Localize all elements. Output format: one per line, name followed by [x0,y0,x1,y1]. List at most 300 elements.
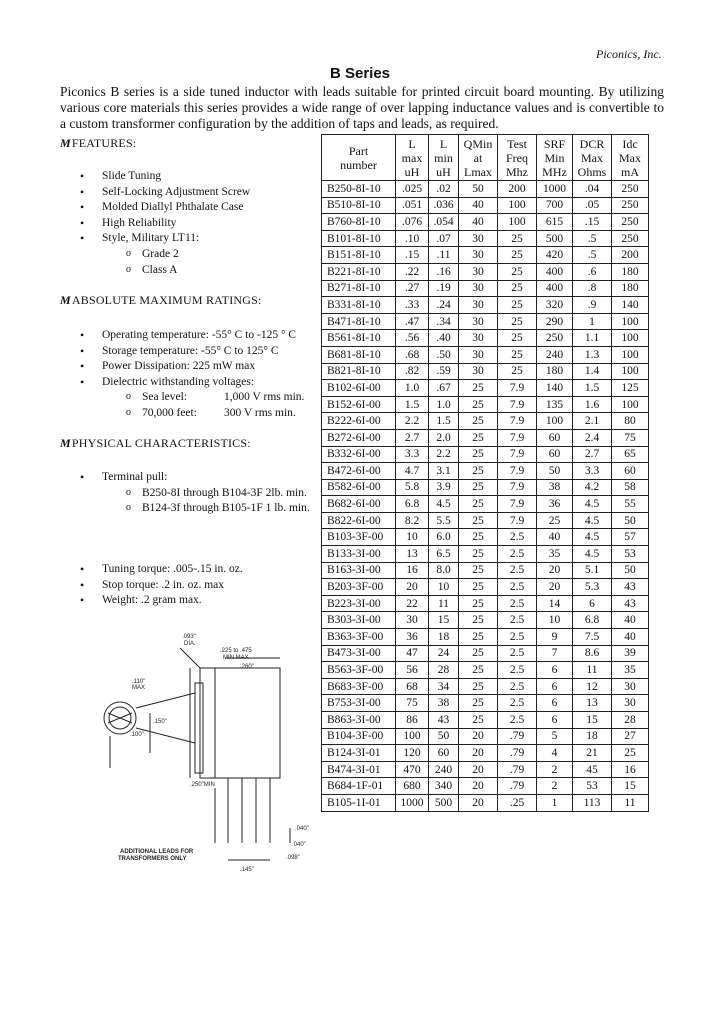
table-cell: 240 [537,346,573,363]
table-row [322,612,649,629]
table-cell: .68 [396,346,429,363]
ratings-heading: MABSOLUTE MAXIMUM RATINGS: [60,293,262,307]
list-item: • Slide Tuning [80,169,320,185]
table-cell: .25 [498,794,537,811]
table-cell: .67 [429,380,459,397]
table-cell: 25 [459,546,498,563]
table-cell: 7 [537,645,573,662]
part-number-cell: B105-1I-01 [322,794,396,811]
table-cell: 75 [612,429,649,446]
table-cell: 5.5 [429,512,459,529]
table-cell: 290 [537,313,573,330]
table-cell: 50 [429,728,459,745]
table-cell: 25 [498,263,537,280]
table-cell: 11 [573,662,612,679]
dim-label: MAX [132,685,146,691]
table-cell: 25 [459,529,498,546]
table-cell: 1000 [537,181,573,198]
table-cell: 58 [612,479,649,496]
table-cell: 100 [612,363,649,380]
table-cell: 6 [573,595,612,612]
table-cell: .56 [396,330,429,347]
table-cell: 25 [498,297,537,314]
table-cell: 11 [612,794,649,811]
table-cell: 2.2 [429,446,459,463]
table-cell: 250 [612,181,649,198]
list-item: • Stop torque: .2 in. oz. max [80,578,320,594]
list-item: • Weight: .2 gram max. [80,593,320,609]
part-number-cell: B822-6I-00 [322,512,396,529]
table-row [322,529,649,546]
table-cell: 30 [459,313,498,330]
column-header: SRF Min MHz [537,135,573,181]
list-item: • Molded Diallyl Phthalate Case [80,200,320,216]
table-cell: 25 [459,629,498,646]
table-cell: 7.9 [498,396,537,413]
table-cell: 615 [537,214,573,231]
table-cell: 25 [459,612,498,629]
physical-heading: MPHYSICAL CHARACTERISTICS: [60,436,251,450]
table-cell: 35 [612,662,649,679]
table-cell: 1.5 [429,413,459,430]
table-row [322,446,649,463]
dim-label: .040" [295,826,309,832]
table-cell: 25 [498,247,537,264]
table-cell: 3.9 [429,479,459,496]
table-cell: 6 [537,712,573,729]
list-item: • Dielectric withstanding voltages: o Sea level: 1,000 V rms min. o 70,000 feet: 300 V rms min. [80,375,320,422]
part-number-cell: B104-3F-00 [322,728,396,745]
table-cell: 2 [537,778,573,795]
table-cell: 13 [396,546,429,563]
features-heading: MFEATURES: [60,136,137,150]
part-number-cell: B103-3F-00 [322,529,396,546]
table-cell: .6 [573,263,612,280]
column-header: QMin at Lmax [459,135,498,181]
note-label: ADDITIONAL LEADS FOR [120,849,194,855]
spec-table [321,134,649,812]
table-cell: 20 [459,745,498,762]
table-cell: 3.3 [396,446,429,463]
table-cell: 15 [573,712,612,729]
table-cell: 680 [396,778,429,795]
table-cell: .59 [429,363,459,380]
table-cell: 7.9 [498,463,537,480]
table-cell: 12 [573,678,612,695]
table-cell: 4.2 [573,479,612,496]
sub-item: o Class A [102,263,320,279]
table-cell: .054 [429,214,459,231]
table-row [322,496,649,513]
table-cell: 5.1 [573,562,612,579]
table-cell: 43 [612,579,649,596]
table-cell: 30 [459,363,498,380]
table-cell: 25 [459,429,498,446]
part-number-cell: B271-8I-10 [322,280,396,297]
table-cell: 180 [537,363,573,380]
table-cell: 75 [396,695,429,712]
table-row [322,346,649,363]
table-cell: .82 [396,363,429,380]
table-cell: 50 [612,562,649,579]
table-cell: 180 [612,280,649,297]
list-item: • Tuning torque: .005-.15 in. oz. [80,562,320,578]
table-row [322,197,649,214]
table-cell: 2.5 [498,662,537,679]
part-number-cell: B101-8I-10 [322,230,396,247]
table-cell: .47 [396,313,429,330]
table-cell: .27 [396,280,429,297]
table-cell: 8.2 [396,512,429,529]
table-cell: 7.5 [573,629,612,646]
table-cell: 30 [459,297,498,314]
list-item: • Terminal pull: o B250-8I through B104-3F 2lb. min. o B124-3f through B105-1F 1 lb. min. [80,470,310,517]
table-cell: 250 [537,330,573,347]
table-cell: 25 [498,230,537,247]
table-cell: 40 [459,214,498,231]
table-cell: .04 [573,181,612,198]
table-cell: 4.5 [573,496,612,513]
column-header: L max uH [396,135,429,181]
table-cell: 7.9 [498,479,537,496]
part-number-cell: B151-8I-10 [322,247,396,264]
table-cell: 7.9 [498,413,537,430]
table-cell: 25 [612,745,649,762]
table-row [322,330,649,347]
table-row [322,230,649,247]
table-row [322,313,649,330]
part-number-cell: B682-6I-00 [322,496,396,513]
table-cell: 7.9 [498,512,537,529]
part-number-cell: B163-3I-00 [322,562,396,579]
table-cell: 15 [612,778,649,795]
table-cell: 30 [396,612,429,629]
table-cell: 35 [537,546,573,563]
table-cell: .15 [573,214,612,231]
table-cell: 40 [459,197,498,214]
intro-paragraph: Piconics B series is a side tuned inductor with leads suitable for printed circuit board mounting. By utilizing various core materials this series provides a wide range of over lapping inductance values and is convertible to a custom transformer configuration by the addition of taps and leads, as required. [60,84,664,131]
list-item: • Operating temperature: -55° C to -125 ° C [80,328,320,344]
table-cell: 25 [459,446,498,463]
table-cell: 25 [459,695,498,712]
dim-label: .225 to .475 [220,648,252,654]
table-cell: 30 [459,280,498,297]
table-cell: .036 [429,197,459,214]
table-cell: 6.5 [429,546,459,563]
table-cell: .9 [573,297,612,314]
table-cell: 5.3 [573,579,612,596]
table-cell: .10 [396,230,429,247]
table-cell: 100 [612,346,649,363]
table-cell: 25 [459,512,498,529]
table-cell: 25 [459,678,498,695]
column-header: Part number [322,135,396,181]
part-number-cell: B760-8I-10 [322,214,396,231]
table-cell: 24 [429,645,459,662]
table-cell: 25 [459,380,498,397]
table-row [322,297,649,314]
table-cell: 25 [459,562,498,579]
table-cell: 100 [612,330,649,347]
column-header: DCR Max Ohms [573,135,612,181]
table-cell: 40 [537,529,573,546]
table-row [322,745,649,762]
table-cell: 320 [537,297,573,314]
table-cell: 200 [612,247,649,264]
table-cell: 200 [498,181,537,198]
table-cell: 4.5 [573,529,612,546]
table-cell: 25 [498,313,537,330]
table-row [322,380,649,397]
table-cell: 30 [459,346,498,363]
table-cell: 30 [612,678,649,695]
part-number-cell: B223-3I-00 [322,595,396,612]
table-cell: 2.2 [396,413,429,430]
dim-label: .145" [240,867,254,873]
table-cell: 100 [396,728,429,745]
table-row [322,463,649,480]
table-cell: 47 [396,645,429,662]
table-cell: .19 [429,280,459,297]
table-cell: 2.5 [498,579,537,596]
table-cell: 20 [459,794,498,811]
table-cell: 38 [537,479,573,496]
table-cell: 36 [396,629,429,646]
table-cell: 135 [537,396,573,413]
table-cell: .33 [396,297,429,314]
table-cell: 16 [396,562,429,579]
part-number-cell: B474-3I-01 [322,761,396,778]
note-label: TRANSFORMERS ONLY [118,856,187,862]
table-cell: 39 [612,645,649,662]
table-cell: 65 [612,446,649,463]
company-name: Piconics, Inc. [596,47,662,61]
table-cell: 28 [429,662,459,679]
table-cell: 420 [537,247,573,264]
table-cell: 100 [612,313,649,330]
piconics-logo-mark: M [60,293,71,307]
table-cell: 15 [429,612,459,629]
table-cell: 10 [396,529,429,546]
table-cell: 1.3 [573,346,612,363]
table-cell: 2.0 [429,429,459,446]
side-plate [195,683,203,773]
table-cell: 25 [498,280,537,297]
table-cell: 60 [537,446,573,463]
table-cell: 2 [537,761,573,778]
dim-label: .100" [130,732,144,738]
table-cell: 68 [396,678,429,695]
table-cell: 2.1 [573,413,612,430]
table-cell: .05 [573,197,612,214]
sub-item: o B250-8I through B104-3F 2lb. min. [102,486,310,502]
sub-item: o Grade 2 [102,247,320,263]
dim-label: DIA. [184,641,196,647]
table-cell: .16 [429,263,459,280]
table-cell: 4.5 [429,496,459,513]
table-cell: 50 [459,181,498,198]
part-number-cell: B250-8I-10 [322,181,396,198]
table-cell: 5.8 [396,479,429,496]
part-number-cell: B222-6I-00 [322,413,396,430]
list-item: • High Reliability [80,216,320,232]
table-cell: 10 [429,579,459,596]
table-cell: 30 [612,695,649,712]
table-cell: 240 [429,761,459,778]
part-number-cell: B331-8I-10 [322,297,396,314]
table-cell: 80 [612,413,649,430]
table-cell: 18 [573,728,612,745]
table-cell: 2.5 [498,529,537,546]
table-cell: 250 [612,197,649,214]
table-row [322,263,649,280]
table-cell: 1000 [396,794,429,811]
table-row [322,247,649,264]
table-cell: 113 [573,794,612,811]
table-cell: 56 [396,662,429,679]
table-cell: 25 [459,662,498,679]
sub-item: o 70,000 feet: 300 V rms min. [102,406,320,422]
part-number-cell: B203-3F-00 [322,579,396,596]
table-cell: 2.5 [498,645,537,662]
table-cell: 25 [537,512,573,529]
table-cell: 25 [459,463,498,480]
table-cell: 30 [459,230,498,247]
table-cell: 25 [459,712,498,729]
table-cell: 2.7 [573,446,612,463]
part-number-cell: B303-3I-00 [322,612,396,629]
part-number-cell: B473-3I-00 [322,645,396,662]
table-cell: 125 [612,380,649,397]
table-row [322,479,649,496]
table-cell: 43 [429,712,459,729]
table-row [322,778,649,795]
table-cell: 100 [537,413,573,430]
table-cell: 18 [429,629,459,646]
table-cell: 53 [612,546,649,563]
table-cell: .15 [396,247,429,264]
table-cell: 4.7 [396,463,429,480]
table-row [322,512,649,529]
table-row [322,396,649,413]
part-number-cell: B684-1F-01 [322,778,396,795]
table-cell: 40 [612,612,649,629]
table-cell: 3.3 [573,463,612,480]
table-row [322,595,649,612]
table-cell: .79 [498,778,537,795]
table-cell: 30 [459,263,498,280]
table-row [322,413,649,430]
table-cell: 1.6 [573,396,612,413]
part-number-cell: B510-8I-10 [322,197,396,214]
table-row [322,728,649,745]
part-number-cell: B821-8I-10 [322,363,396,380]
table-cell: 2.5 [498,695,537,712]
table-cell: 21 [573,745,612,762]
piconics-logo-mark: M [60,136,71,150]
table-cell: 8.6 [573,645,612,662]
table-cell: 2.7 [396,429,429,446]
table-row [322,645,649,662]
table-cell: 60 [429,745,459,762]
table-cell: 4.5 [573,512,612,529]
table-cell: 10 [537,612,573,629]
table-cell: 20 [537,562,573,579]
dim-label: .040" [292,842,306,848]
table-cell: 14 [537,595,573,612]
dim-label: .260" [240,664,254,670]
table-cell: .79 [498,728,537,745]
part-number-cell: B582-6I-00 [322,479,396,496]
part-number-cell: B221-8I-10 [322,263,396,280]
table-cell: 2.5 [498,629,537,646]
piconics-logo-mark: M [60,436,71,450]
table-row [322,662,649,679]
table-cell: 340 [429,778,459,795]
table-cell: 7.9 [498,380,537,397]
table-cell: 43 [612,595,649,612]
list-item: • Power Dissipation: 225 mW max [80,359,320,375]
table-cell: 20 [459,778,498,795]
table-cell: 250 [612,230,649,247]
table-cell: 53 [573,778,612,795]
table-cell: 1 [537,794,573,811]
dim-label: .093" [182,634,196,640]
table-cell: 400 [537,263,573,280]
table-cell: .5 [573,230,612,247]
list-item: • Storage temperature: -55° C to 125° C [80,344,320,360]
table-cell: 55 [612,496,649,513]
table-cell: 500 [537,230,573,247]
dim-label: .110" [132,679,146,685]
table-cell: .11 [429,247,459,264]
column-header: Test Freq Mhz [498,135,537,181]
table-cell: 7.9 [498,446,537,463]
table-cell: 34 [429,678,459,695]
table-cell: 6 [537,695,573,712]
table-row [322,280,649,297]
table-cell: 25 [459,496,498,513]
table-header [322,135,649,181]
table-cell: 25 [498,346,537,363]
part-number-cell: B753-3I-00 [322,695,396,712]
table-cell: 180 [612,263,649,280]
table-cell: 100 [612,396,649,413]
table-cell: 140 [537,380,573,397]
table-cell: 500 [429,794,459,811]
table-cell: 25 [498,363,537,380]
table-cell: 7.9 [498,496,537,513]
inductor-body [200,668,280,778]
table-cell: 400 [537,280,573,297]
sub-item: o Sea level: 1,000 V rms min. [102,390,320,406]
table-cell: 86 [396,712,429,729]
part-number-cell: B471-8I-10 [322,313,396,330]
table-cell: 40 [612,629,649,646]
page-title: B Series [329,65,391,82]
table-cell: .5 [573,247,612,264]
part-number-cell: B863-3I-00 [322,712,396,729]
table-cell: 13 [573,695,612,712]
table-cell: .24 [429,297,459,314]
column-header: L min uH [429,135,459,181]
table-cell: 60 [537,429,573,446]
dim-label: MIN MAX [223,655,249,661]
table-cell: .07 [429,230,459,247]
table-cell: 120 [396,745,429,762]
table-cell: 7.9 [498,429,537,446]
table-cell: 1.0 [396,380,429,397]
